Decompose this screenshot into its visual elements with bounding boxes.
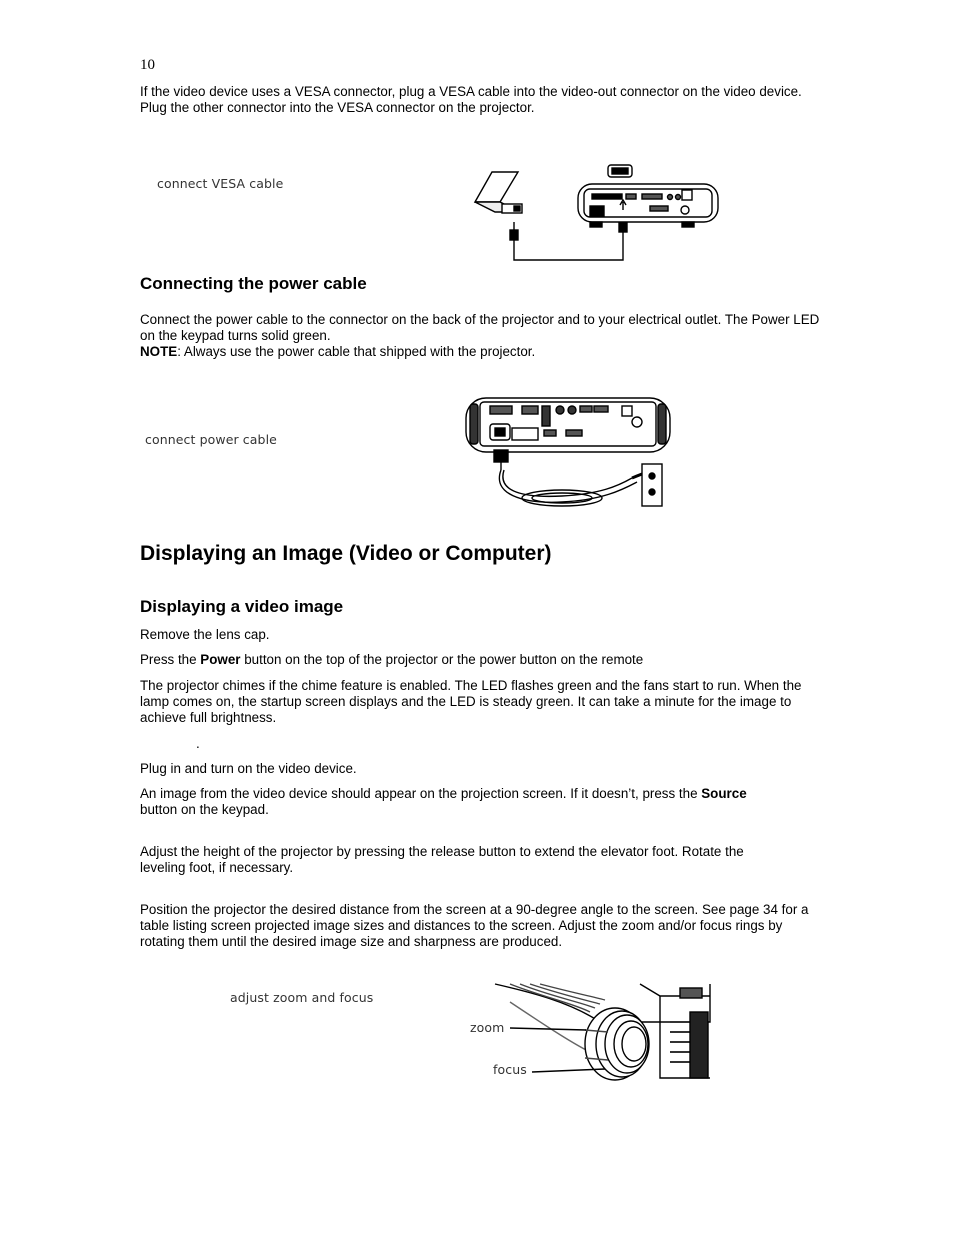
- power-cable-illustration: [462, 394, 677, 516]
- source-bold: Source: [701, 786, 747, 801]
- projector-chimes-paragraph: The projector chimes if the chime feature is enabled. The LED flashes green and the fans start to run. When the lamp comes on, the startup screen displays and the LED is steady green. It can take a minute for the image to achieve full brightness.: [140, 678, 802, 725]
- stray-period: .: [196, 736, 200, 751]
- note-text: : Always use the power cable that shipped with the projector.: [177, 344, 536, 359]
- source-pre: An image from the video device should appear on the projection screen. If it doesn’t, press the: [140, 786, 702, 801]
- video-image-subheading: Displaying a video image: [140, 597, 344, 616]
- zoom-focus-illustration: [490, 982, 715, 1090]
- press-power-pre: Press the: [140, 652, 201, 667]
- vesa-figure-caption: connect VESA cable: [157, 176, 284, 191]
- zoom-label: zoom: [470, 1020, 505, 1035]
- plug-in-paragraph: Plug in and turn on the video device.: [140, 761, 357, 776]
- focus-label: focus: [493, 1062, 527, 1077]
- power-cable-heading: Connecting the power cable: [140, 274, 367, 293]
- remove-lens-cap-paragraph: Remove the lens cap.: [140, 627, 270, 642]
- power-bold: Power: [200, 652, 241, 667]
- press-power-paragraph: [140, 652, 820, 668]
- note-label: NOTE: [140, 344, 178, 359]
- position-projector-paragraph: Position the projector the desired distance from the screen at a 90-degree angle to the screen. See page 34 for a table listing screen projected image sizes and distances to the screen. Adjust the zoom and/or focus rings by rotating them until the desired image size and sharpness are produced.: [140, 902, 809, 949]
- adjust-height-paragraph: Adjust the height of the projector by pressing the release button to extend the elevator foot. Rotate the leveling foot, if necessary.: [140, 844, 744, 875]
- source-paragraph: [140, 786, 785, 818]
- intro-paragraph: If the video device uses a VESA connector, plug a VESA cable into the video-out connector on the video device. Plug the other connector into the VESA connector on the projector.: [140, 84, 802, 115]
- displaying-image-heading: Displaying an Image (Video or Computer): [140, 542, 552, 565]
- page-number: 10: [140, 57, 155, 73]
- press-power-post: button on the top of the projector or the power button on the remote: [240, 652, 644, 667]
- vesa-connection-illustration: [470, 162, 730, 267]
- power-cable-paragraph: [140, 312, 820, 360]
- power-figure-caption: connect power cable: [145, 432, 277, 447]
- source-post: button on the keypad.: [140, 802, 269, 817]
- power-cable-body: Connect the power cable to the connector on the back of the projector and to your electrical outlet. The Power LED on the keypad turns solid green.: [140, 312, 820, 343]
- zoom-figure-caption: adjust zoom and focus: [230, 990, 374, 1005]
